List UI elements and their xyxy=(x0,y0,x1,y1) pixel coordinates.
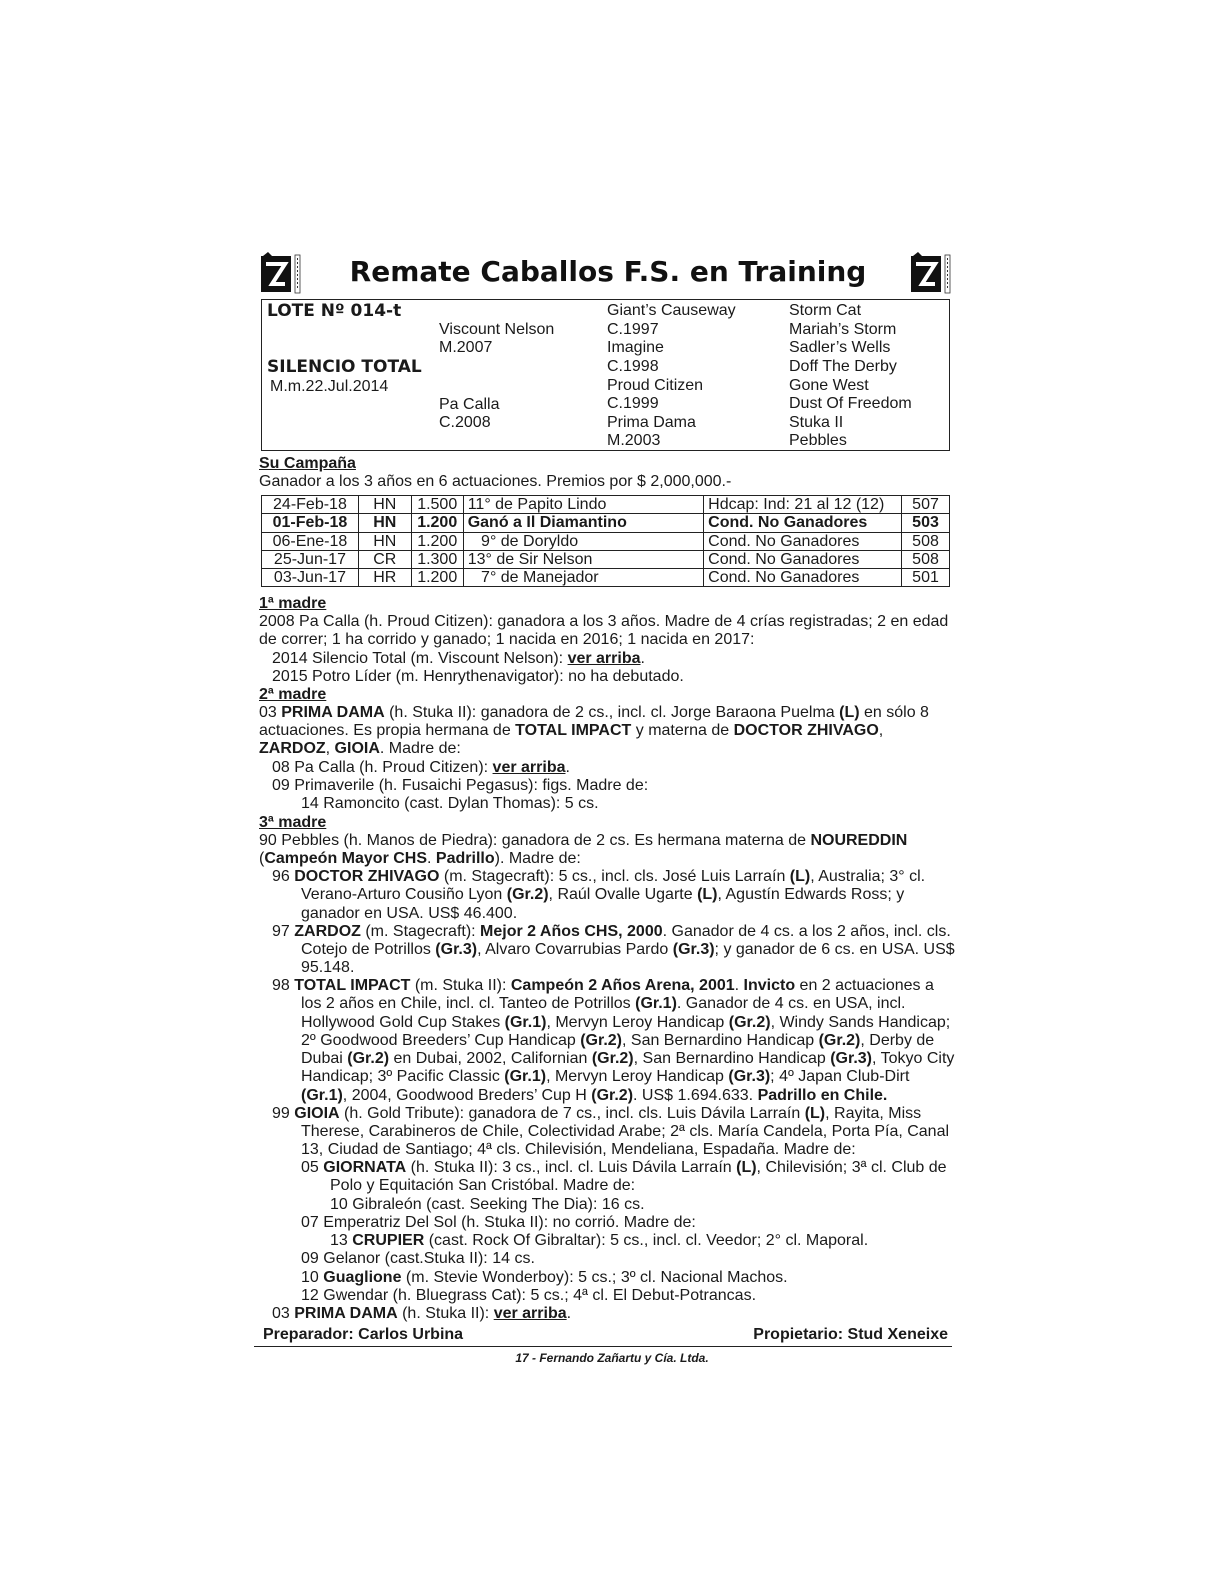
text-span: (m. Stagecraft): xyxy=(360,923,481,940)
madre2-line xyxy=(259,740,461,758)
madre2-line: 14 Ramoncito (cast. Dylan Thomas): 5 cs. xyxy=(301,795,599,812)
race-track: HN xyxy=(358,496,411,514)
text-span: (h. Gold Tribute): ganadora de 7 cs., incl. cls. Luis Dávila Larraín xyxy=(339,1105,805,1122)
race-weight: 508 xyxy=(902,550,950,568)
bold-text: Campeón 2 Años Arena, 2001 xyxy=(510,977,735,994)
race-distance: 1.200 xyxy=(411,569,463,587)
bold-text: (Gr.1) xyxy=(504,1068,547,1085)
campaign-summary: Ganador a los 3 años en 6 actuaciones. Premios por $ 2,000,000.- xyxy=(259,473,732,490)
text-span: ; 4º Japan Club-Dirt xyxy=(770,1068,910,1085)
horse-name-bold: GIOIA xyxy=(294,1105,340,1122)
produce-line xyxy=(272,923,951,941)
madre1-line: de correr; 1 ha corrido y ganado; 1 nacida en 2016; 1 nacida en 2017: xyxy=(259,631,755,648)
produce-line: 13, Ciudad de Santiago; 4ª cls. Chilevisión, Mendeliana, Espadaña. Madre de: xyxy=(301,1141,856,1158)
produce-line xyxy=(301,1269,788,1287)
text-span: . xyxy=(734,977,744,994)
madre2-text: . Madre de: xyxy=(379,740,461,757)
produce-line: 07 Emperatriz Del Sol (h. Stuka II): no corrió. Madre de: xyxy=(301,1214,696,1231)
text-span: (cast. Rock Of Gibraltar): 5 cs., incl. cl. Veedor; 2° cl. Maporal. xyxy=(424,1232,869,1249)
text-span: los 2 años en Chile, incl. cl. Tanteo de Potrillos xyxy=(301,995,636,1012)
produce-line xyxy=(272,1105,921,1123)
g3-line: C.1998 xyxy=(607,358,659,375)
text-span: 97 xyxy=(272,923,295,940)
produce-line xyxy=(301,1032,934,1050)
race-distance: 1.200 xyxy=(411,514,463,532)
produce-line xyxy=(301,941,955,959)
text-span: ; y ganador de 6 cs. en USA. US$ xyxy=(714,941,955,958)
madre2-text: , xyxy=(878,722,884,739)
text-span: 2º Goodwood Breeders’ Cup Handicap xyxy=(301,1032,581,1049)
g3-line: Giant’s Causeway xyxy=(607,302,736,319)
produce-line xyxy=(301,995,905,1013)
madre3-text: ). Madre de: xyxy=(494,850,581,867)
text-span: . Ganador de 4 cs. en USA, incl. xyxy=(676,995,906,1012)
text-span: , Tokyo City xyxy=(872,1050,955,1067)
text-span: 13 xyxy=(330,1232,353,1249)
horse-name-bold: GIOIA xyxy=(334,740,380,757)
race-condition: Cond. No Ganadores xyxy=(704,514,902,532)
g3-line: Imagine xyxy=(607,339,664,356)
horse-name-bold: TOTAL IMPACT xyxy=(294,977,411,994)
text-span: Dubai xyxy=(301,1050,348,1067)
produce-line: ganador en USA. US$ 46.400. xyxy=(301,905,518,922)
page-header xyxy=(258,252,958,298)
footer-divider xyxy=(254,1346,952,1347)
title-bold: Padrillo xyxy=(435,850,495,867)
text-span: Hollywood Gold Cup Stakes xyxy=(301,1014,505,1031)
text-span: Handicap; 3º Pacific Classic xyxy=(301,1068,505,1085)
dam-name: Pa Calla xyxy=(439,396,500,413)
text-span: , Derby de xyxy=(860,1032,935,1049)
madre3-line xyxy=(259,832,907,850)
race-result: 13° de Sir Nelson xyxy=(463,550,703,568)
lote-number: LOTE Nº 014-t xyxy=(267,301,402,321)
campaign-table xyxy=(261,495,950,587)
text-span: , Mervyn Leroy Handicap xyxy=(546,1014,729,1031)
text-span: Cotejo de Potrillos xyxy=(301,941,436,958)
bold-text: (Gr.2) xyxy=(728,1014,771,1031)
horse-name-bold: GIORNATA xyxy=(323,1159,407,1176)
bold-text: (Gr.3) xyxy=(728,1068,771,1085)
sire-name: Viscount Nelson xyxy=(439,321,555,338)
text-span: , Rayita, Miss xyxy=(825,1105,922,1122)
madre2-heading: 2ª madre xyxy=(259,686,327,703)
race-condition: Cond. No Ganadores xyxy=(704,550,902,568)
race-result: 9° de Doryldo xyxy=(463,532,703,550)
produce-line xyxy=(301,886,904,904)
bold-text: Invicto xyxy=(743,977,796,994)
race-condition: Cond. No Ganadores xyxy=(704,532,902,550)
race-track: HR xyxy=(358,569,411,587)
text-span: 03 xyxy=(272,1305,295,1322)
race-track: HN xyxy=(358,532,411,550)
race-distance: 1.300 xyxy=(411,550,463,568)
g4-line: Doff The Derby xyxy=(789,358,897,375)
madre2-text: (h. Stuka II): ganadora de 2 cs., incl. cl. Jorge Baraona Puelma xyxy=(384,704,840,721)
text-span: . Ganador de 4 cs. a los 2 años, incl. cls. xyxy=(662,923,951,940)
madre1-line: 2015 Potro Líder (m. Henrythenavigator): no ha debutado. xyxy=(272,668,684,685)
bold-text: (L) xyxy=(789,868,811,885)
produce-line: Polo y Equitación San Cristóbal. Madre de: xyxy=(330,1177,636,1194)
horse-name: SILENCIO TOTAL xyxy=(267,357,422,377)
produce-line xyxy=(272,868,925,886)
horse-name-bold: CRUPIER xyxy=(352,1232,425,1249)
madre3-text: . xyxy=(427,850,436,867)
bold-text: (Gr.2) xyxy=(580,1032,622,1049)
table-row xyxy=(262,496,950,514)
text-span: (m. Stuka II): xyxy=(410,977,511,994)
madre3-line xyxy=(259,850,581,868)
grade-label: (L) xyxy=(839,704,860,721)
produce-line: 12 Gwendar (h. Bluegrass Cat): 5 cs.; 4ª cl. El Debut-Potrancas. xyxy=(301,1287,757,1304)
madre2-text: y materna de xyxy=(631,722,734,739)
text-span: , Mervyn Leroy Handicap xyxy=(546,1068,729,1085)
bold-text: Padrillo en Chile. xyxy=(757,1087,888,1104)
text-span: 10 xyxy=(301,1269,324,1286)
madre2-line: 08 Pa Calla (h. Proud Citizen): ver arriba. xyxy=(272,759,570,776)
g3-line: C.1997 xyxy=(607,321,659,338)
race-weight: 507 xyxy=(902,496,950,514)
bold-text: (Gr.2) xyxy=(818,1032,861,1049)
madre1-heading: 1ª madre xyxy=(259,595,327,612)
bold-text: Mejor 2 Años CHS, 2000 xyxy=(480,923,663,940)
horse-name-bold: Guaglione xyxy=(323,1269,402,1286)
race-date: 24-Feb-18 xyxy=(262,496,359,514)
ver-arriba-link[interactable]: ver arriba xyxy=(492,759,566,776)
madre2-line: 09 Primaverile (h. Fusaichi Pegasus): figs. Madre de: xyxy=(272,777,649,794)
horse-name-bold: PRIMA DAMA xyxy=(281,704,385,721)
text-span: , Raúl Ovalle Ugarte xyxy=(548,886,698,903)
sire-info: M.2007 xyxy=(439,339,493,356)
text-span: , Australia; 3° cl. xyxy=(810,868,926,885)
dam-info: C.2008 xyxy=(439,414,491,431)
campaign-heading: Su Campaña xyxy=(259,455,356,472)
race-date: 01-Feb-18 xyxy=(262,514,359,532)
horse-name-bold: DOCTOR ZHIVAGO xyxy=(294,868,440,885)
text-span: , 2004, Goodwood Breders’ Cup H xyxy=(342,1087,592,1104)
produce-line xyxy=(272,1305,571,1323)
produce-line xyxy=(301,1159,947,1177)
g3-line: M.2003 xyxy=(607,432,661,449)
race-weight: 508 xyxy=(902,532,950,550)
madre1-line: 2014 Silencio Total (m. Viscount Nelson): ver arriba. xyxy=(272,650,645,667)
ver-arriba-link[interactable]: ver arriba xyxy=(493,1305,567,1322)
bold-text: (L) xyxy=(736,1159,757,1176)
g4-line: Gone West xyxy=(789,377,869,394)
text-span: (h. Stuka II): 3 cs., incl. cl. Luis Dávila Larraín xyxy=(406,1159,737,1176)
text-span: en Dubai, 2002, Californian xyxy=(389,1050,592,1067)
bold-text: (Gr.2) xyxy=(591,1087,634,1104)
bold-text: (Gr.1) xyxy=(504,1014,547,1031)
race-track: HN xyxy=(358,514,411,532)
text-span: en 2 actuaciones a xyxy=(795,977,934,994)
text-span: , Windy Sands Handicap; xyxy=(770,1014,951,1031)
fz-logo-right xyxy=(908,252,958,298)
madre2-text: actuaciones. Es propia hermana de xyxy=(259,722,516,739)
bold-text: (Gr.2) xyxy=(347,1050,390,1067)
bold-text: (L) xyxy=(804,1105,826,1122)
table-row xyxy=(262,569,950,587)
page-footer: 17 - Fernando Zañartu y Cía. Ltda. xyxy=(515,1351,709,1365)
g4-line: Dust Of Freedom xyxy=(789,395,912,412)
text-span: 98 xyxy=(272,977,295,994)
table-row xyxy=(262,514,950,532)
produce-line xyxy=(301,1087,887,1105)
bold-text: (Gr.3) xyxy=(435,941,478,958)
table-row xyxy=(262,550,950,568)
race-result: 11° de Papito Lindo xyxy=(463,496,703,514)
produce-line xyxy=(330,1232,868,1250)
ver-arriba-link[interactable]: ver arriba xyxy=(567,650,641,667)
text-span: (m. Stevie Wonderboy): 5 cs.; 3º cl. Nacional Machos. xyxy=(401,1269,788,1286)
produce-line xyxy=(272,977,934,995)
trainer-label: Preparador: Carlos Urbina xyxy=(263,1326,464,1343)
horse-name-bold: PRIMA DAMA xyxy=(294,1305,398,1322)
madre2-line xyxy=(259,722,883,740)
text-span: Verano-Arturo Cousiño Lyon xyxy=(301,886,507,903)
owner-label: Propietario: Stud Xeneixe xyxy=(753,1326,948,1343)
madre1-line: 2008 Pa Calla (h. Proud Citizen): ganadora a los 3 años. Madre de 4 crías registradas; 2 en edad xyxy=(259,613,949,630)
g4-line: Sadler’s Wells xyxy=(789,339,891,356)
produce-line xyxy=(301,1014,950,1032)
g4-line: Pebbles xyxy=(789,432,847,449)
g4-line: Stuka II xyxy=(789,414,844,431)
produce-line xyxy=(301,1050,954,1068)
produce-line: 10 Gibraleón (cast. Seeking The Dia): 16 cs. xyxy=(330,1196,645,1213)
horse-name-bold: NOUREDDIN xyxy=(810,832,908,849)
race-track: CR xyxy=(358,550,411,568)
text-span: (h. Stuka II): xyxy=(397,1305,494,1322)
horse-name-bold: ZARDOZ xyxy=(294,923,361,940)
race-result: Ganó a Il Diamantino xyxy=(463,514,703,532)
race-weight: 501 xyxy=(902,569,950,587)
horse-name-bold: DOCTOR ZHIVAGO xyxy=(733,722,879,739)
page-title: Remate Caballos F.S. en Training xyxy=(349,255,867,288)
madre3-text: 90 Pebbles (h. Manos de Piedra): ganadora de 2 cs. Es hermana materna de xyxy=(259,832,811,849)
text-span: , San Bernardino Handicap xyxy=(622,1032,819,1049)
bold-text: (Gr.1) xyxy=(635,995,677,1012)
text-span: , Chilevisión; 3ª cl. Club de xyxy=(756,1159,947,1176)
race-distance: 1.200 xyxy=(411,532,463,550)
produce-line: 09 Gelanor (cast.Stuka II): 14 cs. xyxy=(301,1250,535,1267)
race-date: 03-Jun-17 xyxy=(262,569,359,587)
race-condition: Hdcap: Ind: 21 al 12 (12) xyxy=(704,496,902,514)
text-span: 96 xyxy=(272,868,295,885)
g3-line: Prima Dama xyxy=(607,414,696,431)
title-bold: Campeón Mayor CHS xyxy=(264,850,428,867)
race-distance: 1.500 xyxy=(411,496,463,514)
text-span: . xyxy=(566,1305,572,1322)
bold-text: (L) xyxy=(697,886,718,903)
text-span: , Alvaro Covarrubias Pardo xyxy=(477,941,673,958)
text-span: 99 xyxy=(272,1105,295,1122)
race-date: 25-Jun-17 xyxy=(262,550,359,568)
g3-line: C.1999 xyxy=(607,395,659,412)
produce-line: 95.148. xyxy=(301,959,355,976)
g4-line: Storm Cat xyxy=(789,302,862,319)
horse-name-bold: ZARDOZ xyxy=(259,740,326,757)
madre2-text: , xyxy=(325,740,335,757)
bold-text: (Gr.1) xyxy=(301,1087,343,1104)
text-span: , San Bernardino Handicap xyxy=(633,1050,831,1067)
pedigree-box xyxy=(261,299,950,451)
produce-line xyxy=(301,1068,909,1086)
g4-line: Mariah’s Storm xyxy=(789,321,897,338)
madre3-text: ( xyxy=(259,850,265,867)
bold-text: (Gr.3) xyxy=(672,941,715,958)
produce-line: Therese, Carabineros de Chile, Colectividad Arabe; 2ª cls. María Candela, Porta Pía, Canal xyxy=(301,1123,950,1140)
g3-line: Proud Citizen xyxy=(607,377,704,394)
madre2-text: en sólo 8 xyxy=(859,704,929,721)
madre2-text: 03 xyxy=(259,704,282,721)
bold-text: (Gr.3) xyxy=(830,1050,873,1067)
horse-name-bold: TOTAL IMPACT xyxy=(515,722,632,739)
race-condition: Cond. No Ganadores xyxy=(704,569,902,587)
table-row xyxy=(262,532,950,550)
text-span: , Agustín Edwards Ross; y xyxy=(717,886,905,903)
horse-info: M.m.22.Jul.2014 xyxy=(270,378,389,395)
text-span: . US$ 1.694.633. xyxy=(633,1087,758,1104)
race-date: 06-Ene-18 xyxy=(262,532,359,550)
madre2-line xyxy=(259,704,929,722)
text-span: 05 xyxy=(301,1159,324,1176)
bold-text: (Gr.2) xyxy=(591,1050,634,1067)
madre3-heading: 3ª madre xyxy=(259,814,327,831)
bold-text: (Gr.2) xyxy=(506,886,549,903)
race-result: 7° de Manejador xyxy=(463,569,703,587)
race-weight: 503 xyxy=(902,514,950,532)
madre1-text: 2014 Silencio Total (m. Viscount Nelson): xyxy=(272,650,568,667)
madre2-text: 08 Pa Calla (h. Proud Citizen): xyxy=(272,759,493,776)
text-span: (m. Stagecraft): 5 cs., incl. cls. José Luis Larraín xyxy=(439,868,790,885)
